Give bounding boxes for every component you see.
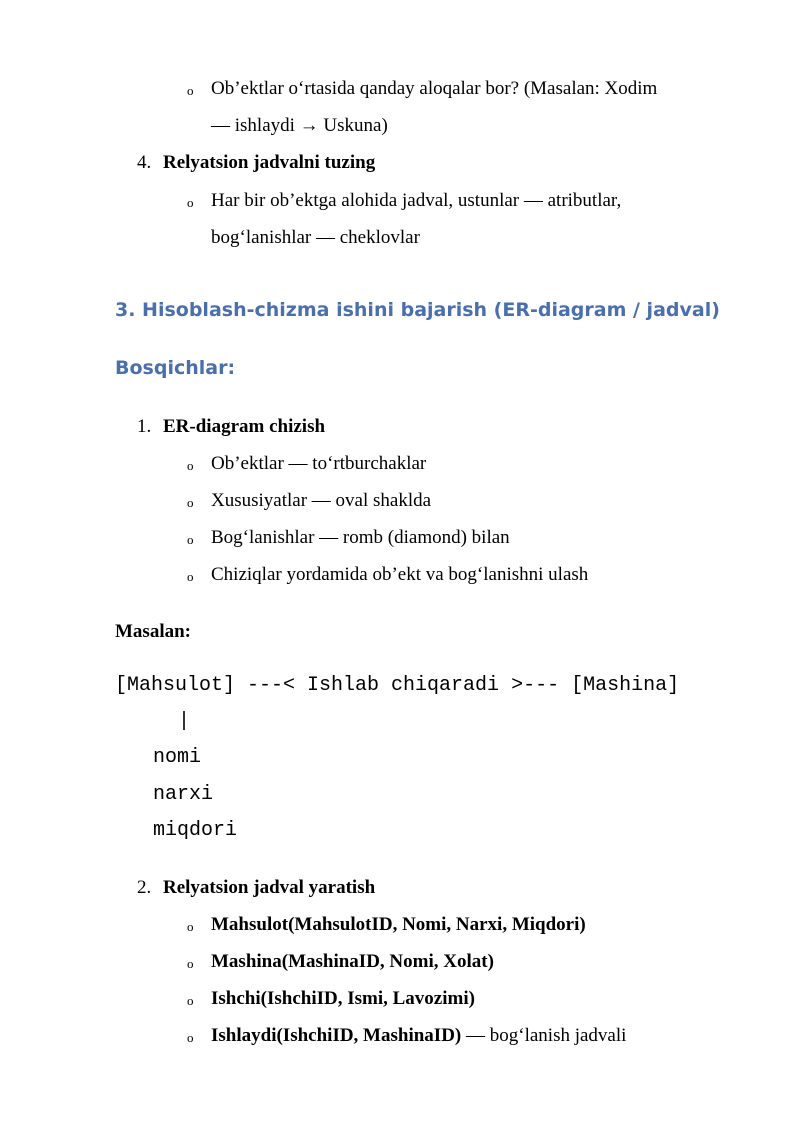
bullet-marker: o [187, 919, 194, 934]
bullet-text [211, 987, 475, 1011]
bullet-text: Chiziqlar yordamida ob’ekt va bog‘lanishni ulash [211, 564, 589, 585]
sub-heading: Bosqichlar: [115, 357, 236, 379]
step-title: Relyatsion jadvalni tuzing [163, 152, 376, 173]
bullet-text [211, 950, 494, 974]
bullet-marker: o [187, 1030, 194, 1045]
table-schema: Ishlaydi(IshchiID, MashinaID) [211, 1025, 462, 1046]
bullet-text: Ob’ektlar — to‘rtburchaklar [211, 453, 427, 474]
code-line: [Mahsulot] ---< Ishlab chiqaradi >--- [Mashina] [115, 674, 680, 697]
bullet-marker: o [187, 956, 194, 971]
bullet-marker: o [187, 532, 194, 547]
list-number: 4. [137, 152, 152, 173]
bullet-text-continued: — ishlaydi → Uskuna) [211, 115, 388, 136]
bullet-text: Bog‘lanishlar — romb (diamond) bilan [211, 527, 510, 548]
code-attribute: miqdori [153, 819, 238, 842]
bullet-marker: o [187, 569, 194, 584]
code-attribute: nomi [153, 746, 202, 769]
bullet-text [211, 1024, 626, 1048]
bullet-text: Ob’ektlar o‘rtasida qanday aloqalar bor? (Masalan: Xodim [211, 78, 658, 99]
list-number: 2. [137, 877, 152, 898]
table-schema: Mahsulot(MahsulotID, Nomi, Narxi, Miqdori) [211, 914, 586, 935]
list-number: 1. [137, 416, 152, 437]
bullet-marker: o [187, 195, 194, 210]
table-schema: Ishchi(IshchiID, Ismi, Lavozimi) [211, 988, 475, 1009]
step-title: ER-diagram chizish [163, 416, 326, 437]
bullet-text-continued: bog‘lanishlar — cheklovlar [211, 227, 420, 248]
bullet-marker: o [187, 495, 194, 510]
code-line: | [178, 710, 191, 733]
table-schema: Mashina(MashinaID, Nomi, Xolat) [211, 951, 494, 972]
bullet-marker: o [187, 458, 194, 473]
bullet-text: Har bir ob’ektga alohida jadval, ustunlar — atributlar, [211, 190, 622, 211]
bullet-text [211, 913, 586, 937]
section-heading: 3. Hisoblash-chizma ishini bajarish (ER-diagram / jadval) [115, 299, 720, 321]
table-note: — bog‘lanish jadvali [461, 1025, 627, 1046]
bullet-marker: o [187, 993, 194, 1008]
bullet-text: Xususiyatlar — oval shaklda [211, 490, 432, 511]
step-title: Relyatsion jadval yaratish [163, 877, 376, 898]
code-attribute: narxi [153, 783, 214, 806]
bullet-marker: o [187, 83, 194, 98]
example-label: Masalan: [115, 621, 191, 642]
